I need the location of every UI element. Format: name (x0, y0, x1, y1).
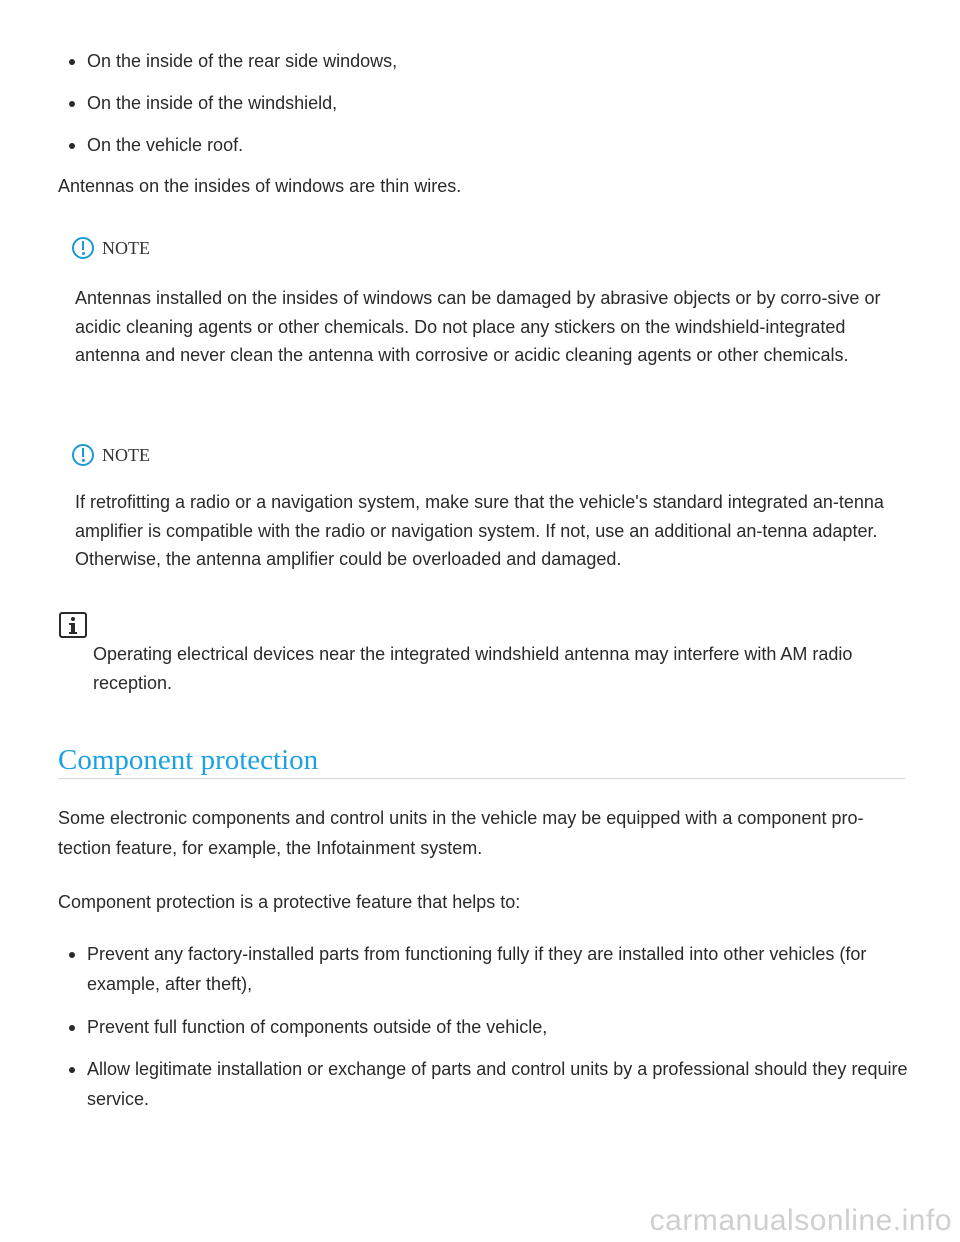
note-label: NOTE (102, 237, 150, 258)
list-item: On the inside of the rear side windows, (87, 46, 908, 76)
info-text: Operating electrical devices near the integrated windshield antenna may interfere with AM radio reception. (93, 644, 853, 693)
note-text: If retrofitting a radio or a navigation system, make sure that the vehicle's standard integrated an-tenna amplifier is compatible with the radio or navigation system. If not, use an additional an-tenna adapter. Otherwise, the antenna amplifier could be overloaded and damaged. (75, 492, 884, 569)
section-divider (58, 778, 905, 779)
list-item: On the vehicle roof. (87, 130, 908, 160)
list-item: Prevent any factory-installed parts from functioning fully if they are installed into other vehicles (for example, after theft), (87, 939, 908, 999)
antennas-paragraph: Antennas on the insides of windows are thin wires. (58, 176, 462, 196)
list-item: Allow legitimate installation or exchange of parts and control units by a professional should they require service. (87, 1054, 908, 1114)
info-icon (59, 612, 87, 638)
section-title: Component protection (58, 744, 319, 776)
watermark: carmanualsonline.info (649, 1204, 952, 1237)
note-text: Antennas installed on the insides of windows can be damaged by abrasive objects or by corro-sive or acidic cleaning agents or other chemicals. Do not place any stickers on the windshield-integrated antenna and never clean the antenna with corrosive or acidic cleaning agents or other chemicals. (75, 288, 881, 365)
component-intro: Component protection is a protective feature that helps to: (58, 892, 521, 912)
note-label: NOTE (102, 444, 150, 465)
note-heading (72, 442, 150, 468)
exclamation-circle-icon (72, 237, 94, 259)
list-item: Prevent full function of components outside of the vehicle, (87, 1012, 908, 1042)
note-heading (72, 235, 150, 261)
exclamation-circle-icon (72, 444, 94, 466)
list-item: On the inside of the windshield, (87, 88, 908, 118)
component-paragraph: Some electronic components and control units in the vehicle may be equipped with a component pro-tection feature, for example, the Infotainment system. (58, 808, 864, 858)
